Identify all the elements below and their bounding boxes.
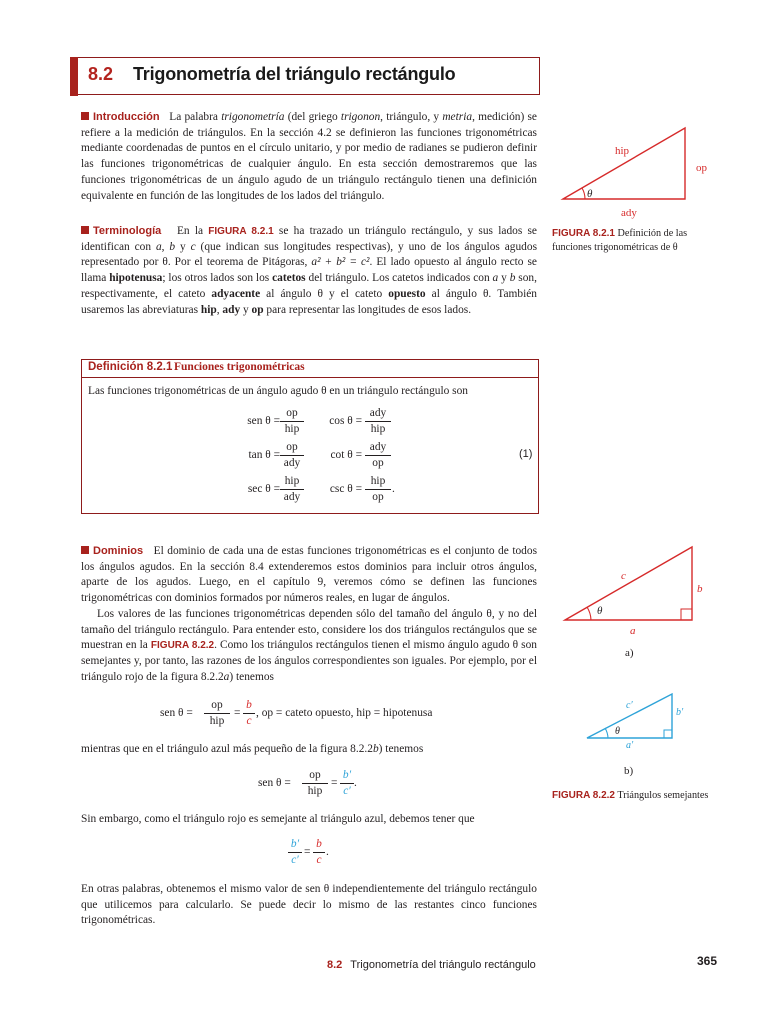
var-a2: a bbox=[492, 272, 499, 285]
domains-text-2b: . Como los triángulos rectángulos tienen el mismo ángulo agudo θ son semejantes y, por tanto, las razones de los ángulos correspondientes son iguales. Por ejemplo, por el triángulo rojo de la figura 8.2.2 bbox=[81, 639, 537, 683]
fraction-tan: op ady bbox=[280, 441, 304, 470]
fig821-theta: θ bbox=[587, 188, 593, 200]
red-triangle-shape bbox=[565, 547, 692, 620]
angle-arc bbox=[605, 728, 608, 738]
footer-section-title: Trigonometría del triángulo rectángulo bbox=[350, 959, 536, 971]
domains-paragraph-5: En otras palabras, obtenemos el mismo valor de sen θ independientemente del triángulo rectángulo que utilicemos para calcularlo. Se puede decir lo mismo de las restantes cinco funciones trigonométricas. bbox=[81, 883, 537, 927]
domains-runin: Dominios bbox=[93, 545, 144, 557]
figure-822-caption-text: Triángulos semejantes bbox=[614, 790, 709, 801]
eq3-end: . bbox=[326, 846, 329, 858]
domains-text-1: El dominio de cada una de estas funciones trigonométricas es el conjunto de todos los ángulos agudos. En la sección 8.4 extenderemos estos dominios para incluir otros ángulos, aparte de los agudos. Luego, en el capítulo 9, veremos cómo se definen las funciones trigonométricas con dominios formados por números reales, en lugar de ángulos. bbox=[81, 545, 537, 605]
eq1-lhs: sen θ = bbox=[160, 707, 193, 719]
right-triangle-shape bbox=[563, 128, 685, 199]
var-b2: b bbox=[509, 272, 516, 285]
var-a: a bbox=[155, 240, 162, 253]
eq3-fraction-1: $\frac{b'}{c'}$ bbox=[288, 838, 302, 867]
figure-821-caption bbox=[552, 227, 714, 254]
fig822a-c-label: c bbox=[621, 570, 626, 582]
eq1-equals: = bbox=[234, 707, 241, 719]
eq1-fraction-1: op hip bbox=[204, 699, 230, 728]
eq2-fraction-1: op hip bbox=[302, 769, 328, 798]
runin-square-icon bbox=[81, 546, 89, 554]
intro-paragraph bbox=[81, 110, 537, 204]
domains-text-3c: ) tenemos bbox=[378, 743, 424, 755]
figure-821-label: FIGURA 8.2.1 bbox=[552, 228, 615, 239]
runin-square-icon bbox=[81, 112, 89, 120]
section-header-bar bbox=[70, 57, 78, 96]
term-adyacente: adyacente bbox=[211, 287, 261, 300]
domains-text-3b: b bbox=[372, 743, 379, 755]
abbr-ady: ady bbox=[222, 303, 241, 316]
fig822a-b-label: b bbox=[697, 583, 703, 595]
fig822a-sublabel: a) bbox=[625, 647, 634, 659]
term-text-10: para representar las longitudes de esos lados. bbox=[263, 303, 472, 316]
abbr-op: op bbox=[251, 303, 264, 316]
figure-822a-triangle bbox=[560, 540, 730, 665]
term-text-3: (que indican sus longitudes respectivas), y uno de los ángulos agudos representado por θ. Por el teorema de Pitágoras, bbox=[81, 240, 537, 269]
eq2-equals: = bbox=[331, 777, 338, 789]
terminology-paragraph: Terminología En la FIGURA 8.2.1 se ha trazado un triángulo rectángulo, y sus lados se identifican con a, b y c (que indican sus longitudes respectivas), y uno de los ángulos agudos representado por θ. Por el teorema de Pitágoras, a² + b² = c². El lado opuesto al ángulo recto se llama hipotenusa; los otros lados son los catetos del triángulo. Los catetos indicados con a y b son, respectivamente, el cateto adyacente al ángulo θ y el cateto opuesto al ángulo θ. También usaremos las abreviaturas hip, ady y op para representar las longitudes de esos lados. bbox=[81, 225, 537, 316]
fraction-cot: ady op bbox=[365, 441, 391, 470]
term-and: y bbox=[498, 272, 510, 285]
term-text-9: al ángulo θ. También usaremos las abreviaturas bbox=[81, 287, 537, 316]
figure-822b-triangle bbox=[580, 690, 700, 780]
term-text-4: . El lado opuesto al ángulo recto se llama bbox=[81, 256, 537, 285]
term-text-1: En la bbox=[176, 225, 209, 237]
angle-arc bbox=[582, 188, 585, 199]
figure-ref-821[interactable]: FIGURA 8.2.1 bbox=[208, 226, 274, 237]
intro-text-4: , medición) se refiere a la medición de triángulos. En la sección 4.2 se definieron las funciones trigonométricas mediante coordenadas de puntos en el círculo unitario, y por medio de radianes se pudieron definir las funciones trigonométricas de cualquier ángulo. En esta sección demostraremos que las funciones trigonométricas de un ángulo agudo de un triángulo rectángulo tienen una definición equivalente en función de las longitudes de los lados del triángulo. bbox=[81, 111, 537, 202]
section-number: 8.2 bbox=[88, 64, 114, 84]
domains-paragraph-2 bbox=[81, 607, 537, 686]
angle-arc bbox=[587, 607, 591, 620]
definition-box: Definición 8.2.1 Funciones trigonométricas Las funciones trigonométricas de un ángulo agudo θ en un triángulo rectángulo son sen θ = op hip cos θ = ady hip tan θ = op ady cot θ = ady op sec θ = hip ady csc θ = hip op . (1) bbox=[81, 359, 539, 514]
fig822b-a-label: a′ bbox=[626, 740, 634, 751]
term-opuesto: opuesto bbox=[388, 287, 426, 300]
eq3-fraction-2: $\frac{b}{c}$ bbox=[313, 838, 325, 867]
footer-section-number: 8.2 bbox=[327, 959, 343, 971]
domains-paragraph-4: Sin embargo, como el triángulo rojo es semejante al triángulo azul, debemos tener que bbox=[81, 813, 475, 825]
fig822b-theta: θ bbox=[615, 726, 620, 737]
term-catetos: catetos bbox=[272, 272, 306, 285]
eq1-rest: , op = cateto opuesto, hip = hipotenusa bbox=[256, 707, 433, 719]
pythagoras-equation: a² + b² = c² bbox=[311, 256, 370, 269]
fig822b-c-label: c′ bbox=[626, 700, 633, 711]
fig821-op-label: op bbox=[696, 162, 707, 174]
eq2-fraction-2: $\frac{b'}{c'}$ bbox=[340, 769, 354, 798]
definition-label: Definición 8.2.1 bbox=[88, 361, 173, 373]
domains-text-2c: a bbox=[223, 670, 230, 683]
intro-term-2: trigonon bbox=[340, 111, 381, 123]
figure-821-triangle bbox=[555, 118, 725, 223]
intro-text-3: , triángulo, y bbox=[380, 111, 443, 123]
section-header bbox=[70, 57, 540, 95]
fig822a-theta: θ bbox=[597, 605, 603, 617]
figure-822-caption bbox=[552, 789, 732, 803]
fig822a-a-label: a bbox=[630, 625, 636, 637]
abbr-and: y bbox=[240, 303, 252, 316]
runin-square-icon bbox=[81, 226, 89, 234]
intro-term-3: metria bbox=[442, 111, 473, 123]
definition-period: . bbox=[392, 483, 395, 495]
definition-header bbox=[82, 360, 538, 378]
fraction-sen: op hip bbox=[280, 407, 304, 436]
right-angle-mark bbox=[681, 609, 692, 620]
fig822b-sublabel: b) bbox=[624, 765, 634, 777]
term-text-8: al ángulo θ y el cateto bbox=[260, 287, 389, 300]
figure-821-caption-text: Definición de las funciones trigonométricas de θ bbox=[552, 228, 688, 253]
abbr-hip: hip bbox=[200, 303, 217, 316]
intro-runin: Introducción bbox=[93, 111, 160, 123]
definition-title: Funciones trigonométricas bbox=[174, 361, 305, 373]
terminology-runin: Terminología bbox=[93, 225, 162, 237]
domains-text-2a: Los valores de las funciones trigonométricas dependen sólo del tamaño del ángulo θ, y no del tamaño del triángulo rectángulo. Para entender esto, considere los dos triángulos rectángulos que se muestran en la bbox=[81, 608, 537, 652]
term-text-6: del triángulo. Los catetos indicados con bbox=[305, 272, 493, 285]
fraction-sec: hip ady bbox=[280, 475, 304, 504]
fraction-csc: hip op bbox=[365, 475, 391, 504]
intro-text-2: (del griego bbox=[284, 111, 341, 123]
definition-intro: Las funciones trigonométricas de un ángulo agudo θ en un triángulo rectángulo son bbox=[88, 385, 468, 397]
figure-ref-822[interactable]: FIGURA 8.2.2 bbox=[150, 640, 215, 652]
domains-paragraph-1 bbox=[81, 544, 537, 607]
intro-text-1: La palabra bbox=[169, 111, 222, 123]
fig821-hip-label: hip bbox=[615, 145, 630, 157]
term-hipotenusa: hipotenusa bbox=[109, 272, 163, 285]
eq2-end: . bbox=[354, 777, 357, 789]
intro-term-1: trigonometría bbox=[221, 111, 285, 123]
eq1-fraction-2: $\frac{b}{c}$ bbox=[243, 699, 255, 728]
page-number: 365 bbox=[697, 954, 718, 968]
domains-text-2d: ) tenemos bbox=[229, 670, 274, 683]
equation-number: (1) bbox=[519, 448, 533, 460]
term-text-2: se ha trazado un triángulo rectángulo, y sus lados se identifican con bbox=[81, 225, 537, 253]
domains-paragraph-3 bbox=[81, 742, 537, 758]
fig821-ady-label: ady bbox=[621, 207, 637, 219]
domains-text-3a: mientras que en el triángulo azul más pequeño de la figura 8.2.2 bbox=[81, 743, 373, 755]
term-text-5: ; los otros lados son los bbox=[162, 272, 273, 285]
right-angle-mark bbox=[664, 730, 672, 738]
fig822b-b-label: b′ bbox=[676, 707, 684, 718]
running-footer bbox=[327, 955, 536, 973]
fraction-cos: ady hip bbox=[365, 407, 391, 436]
section-title: Trigonometría del triángulo rectángulo bbox=[133, 64, 456, 84]
var-c: c bbox=[190, 240, 196, 253]
eq3-equals: = bbox=[304, 846, 311, 858]
term-text-7: son, respectivamente, el cateto bbox=[81, 272, 537, 300]
eq2-lhs: sen θ = bbox=[258, 777, 291, 789]
var-b: b bbox=[169, 240, 176, 253]
figure-822-label: FIGURA 8.2.2 bbox=[552, 790, 615, 801]
